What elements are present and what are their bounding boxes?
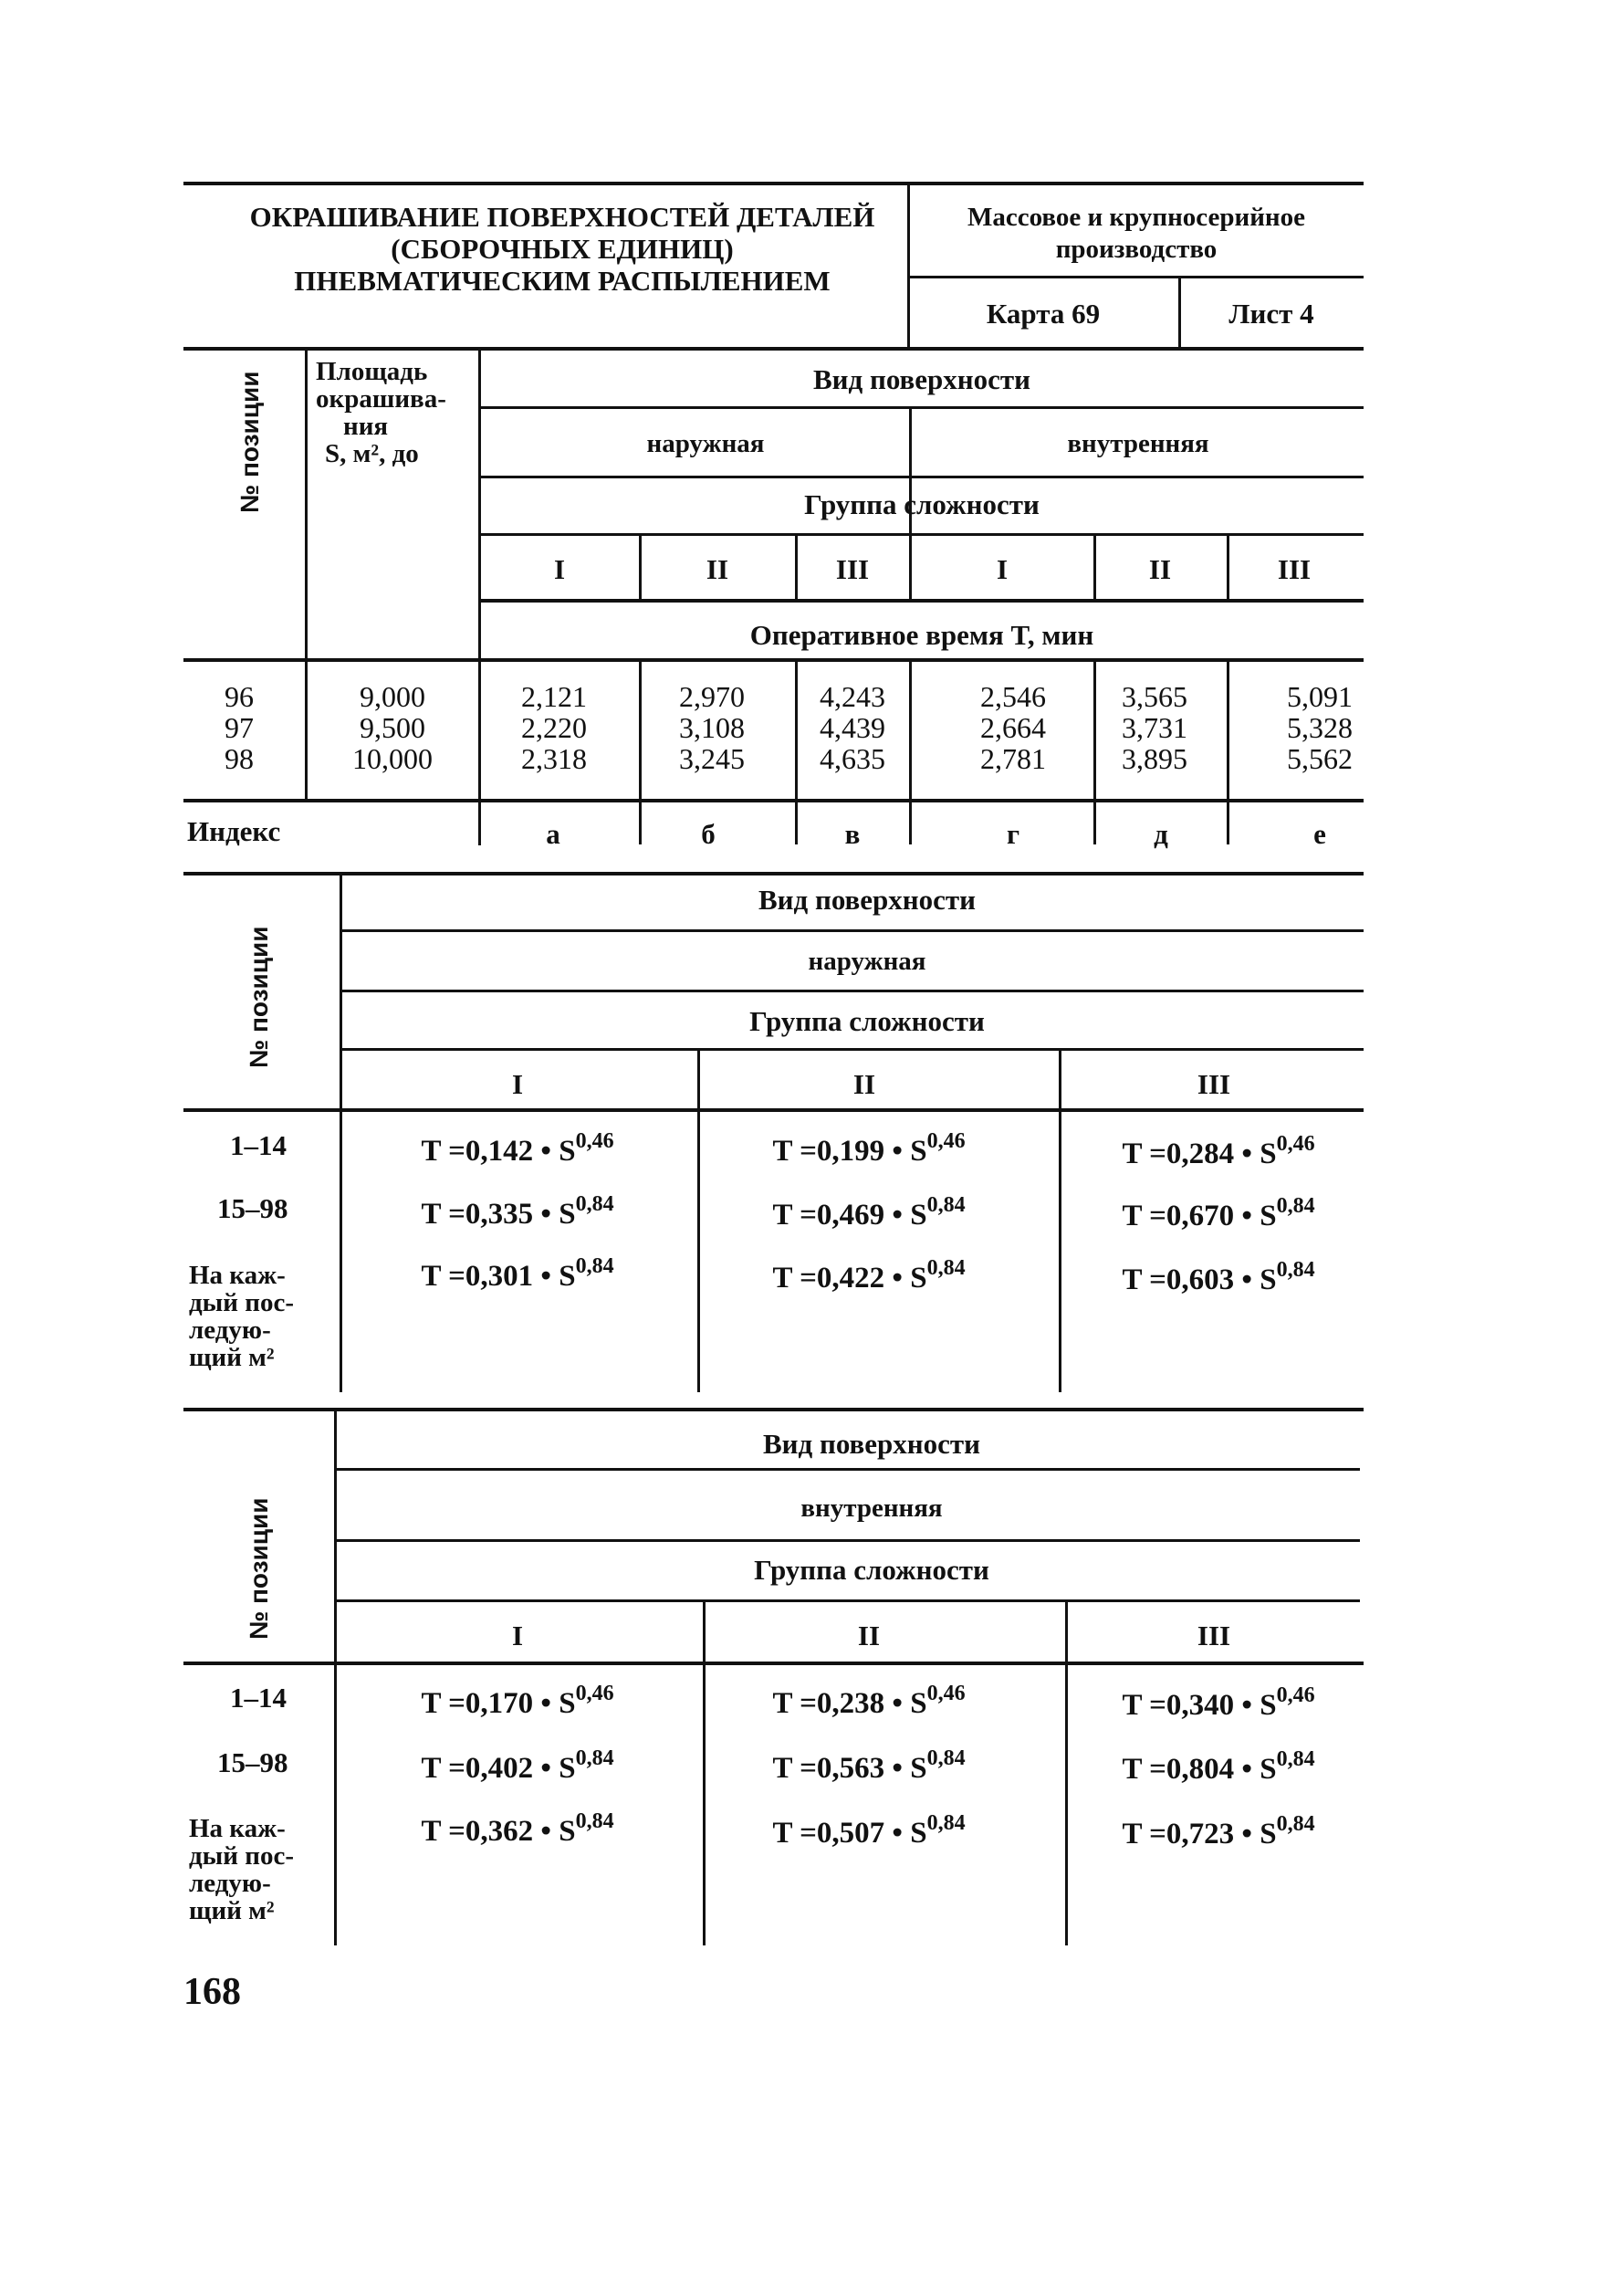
formula: T =0,340 • S$^{0,46}$ [1122, 1683, 1315, 1722]
index-letter: б [701, 818, 716, 850]
formula: T =0,284 • S$^{0,46}$ [1122, 1132, 1315, 1170]
rule [342, 990, 1364, 992]
index-letter: в [844, 818, 861, 850]
rule [1227, 662, 1229, 844]
rule [1065, 1601, 1068, 1945]
rule [183, 182, 1364, 185]
rule [183, 658, 1364, 662]
rule [795, 535, 798, 601]
index-label: Индекс [187, 815, 281, 847]
group-header: III [1197, 1620, 1231, 1651]
rule [340, 874, 342, 1392]
formula: T =0,142 • S$^{0,46}$ [421, 1129, 614, 1168]
complexity-group-header: Группа сложности [754, 1554, 989, 1586]
group-header: III [1277, 553, 1312, 585]
operative-time-header: Оперативное время T, мин [749, 619, 1094, 651]
rule [909, 662, 912, 844]
group-header: III [1197, 1068, 1231, 1100]
formula: T =0,335 • S$^{0,84}$ [421, 1192, 614, 1231]
time-values-column: 2,121 2,220 2,318 [521, 680, 587, 775]
rule [1178, 278, 1181, 349]
index-letter: е [1313, 818, 1326, 850]
group-header: I [996, 553, 1009, 585]
group-header: I [553, 553, 566, 585]
formula: T =0,469 • S$^{0,84}$ [772, 1193, 966, 1232]
rule [639, 535, 642, 601]
area-header [316, 358, 446, 467]
rule [480, 599, 1364, 603]
rule [1093, 662, 1096, 844]
area-header-line: ния [343, 412, 389, 441]
surface-inner-header: внутренняя [800, 1494, 943, 1523]
time-values-column: 4,243 4,439 4,635 [820, 680, 885, 775]
index-letter: д [1154, 818, 1168, 850]
index-letter: а [546, 818, 560, 850]
formula: T =0,238 • S$^{0,46}$ [772, 1682, 966, 1720]
group-header: II [1148, 553, 1172, 585]
time-values-column: 5,091 5,328 5,562 [1287, 680, 1353, 775]
doc-title-line-1: ОКРАШИВАНИЕ ПОВЕРХНОСТЕЙ ДЕТАЛЕЙ [249, 201, 875, 233]
group-header: III [835, 553, 870, 585]
page-number: 168 [183, 1971, 241, 2013]
rule [334, 1410, 337, 1945]
production-type-line-1: Массовое и крупносерийное [967, 203, 1306, 232]
formula: T =0,804 • S$^{0,84}$ [1122, 1747, 1315, 1786]
surface-type-header: Вид поверхности [758, 884, 977, 916]
rule [183, 1108, 1364, 1112]
group-header: I [511, 1068, 524, 1100]
index-letter: г [1006, 818, 1020, 850]
rule [305, 351, 308, 799]
rule [480, 406, 1364, 409]
rule [909, 535, 912, 601]
position-number-header: № позиции [235, 371, 264, 513]
group-header: II [706, 553, 729, 585]
formula: T =0,507 • S$^{0,84}$ [772, 1811, 966, 1850]
rule [795, 662, 798, 844]
area-values: 9,000 9,500 10,000 [352, 680, 433, 775]
formula: T =0,563 • S$^{0,84}$ [772, 1746, 966, 1785]
rule [183, 347, 1364, 351]
rule [183, 872, 1364, 875]
time-values-column: 2,546 2,664 2,781 [980, 680, 1046, 775]
rule [907, 182, 910, 349]
position-range: 1–14 [230, 1682, 287, 1714]
area-header-line: окрашива- [316, 384, 446, 414]
formula: T =0,422 • S$^{0,84}$ [772, 1256, 966, 1295]
sheet-number: Лист 4 [1228, 298, 1314, 330]
rule [639, 662, 642, 844]
surface-inner-header: внутренняя [1067, 429, 1209, 458]
position-number-header: № позиции [245, 926, 273, 1068]
time-values-column: 2,970 3,108 3,245 [679, 680, 745, 775]
rule [183, 1408, 1364, 1411]
group-header: I [511, 1620, 524, 1651]
area-header-line: S, м², до [325, 439, 419, 468]
rule [1093, 535, 1096, 601]
position-per-extra-m2: На каж- дый пос- ледую- щий м² [189, 1814, 295, 1925]
formula: T =0,670 • S$^{0,84}$ [1122, 1194, 1315, 1232]
formula: T =0,402 • S$^{0,84}$ [421, 1746, 614, 1785]
formula: T =0,603 • S$^{0,84}$ [1122, 1258, 1315, 1296]
rule [480, 476, 1364, 478]
area-header-line: Площадь [316, 357, 428, 386]
group-header: II [852, 1068, 876, 1100]
rule [1227, 535, 1229, 601]
position-numbers: 96 97 98 [225, 680, 254, 775]
rule [697, 1050, 700, 1392]
rule [1059, 1050, 1061, 1392]
surface-outer-header: наружная [808, 947, 926, 976]
formula: T =0,199 • S$^{0,46}$ [772, 1129, 966, 1168]
rule [478, 351, 481, 845]
surface-type-header: Вид поверхности [762, 1428, 981, 1460]
group-header: II [857, 1620, 881, 1651]
surface-outer-header: наружная [646, 429, 765, 458]
rule [183, 1662, 1364, 1665]
formula: T =0,170 • S$^{0,46}$ [421, 1682, 614, 1720]
rule [703, 1601, 706, 1945]
rule [336, 1468, 1360, 1471]
rule [342, 929, 1364, 932]
rule [910, 276, 1364, 278]
rule [336, 1539, 1360, 1542]
position-number-header: № позиции [245, 1497, 273, 1640]
rule [336, 1599, 1360, 1602]
card-number: Карта 69 [986, 298, 1101, 330]
time-values-column: 3,565 3,731 3,895 [1122, 680, 1187, 775]
rule [183, 799, 1364, 802]
rule [480, 533, 1364, 536]
complexity-group-header: Группа сложности [804, 488, 1040, 520]
position-range: 1–14 [230, 1129, 287, 1161]
doc-title-line-3: ПНЕВМАТИЧЕСКИМ РАСПЫЛЕНИЕМ [294, 265, 831, 297]
rule [342, 1048, 1364, 1051]
doc-title-line-2: (СБОРОЧНЫХ ЕДИНИЦ) [391, 233, 734, 265]
complexity-group-header: Группа сложности [749, 1005, 985, 1037]
position-per-extra-m2: На каж- дый пос- ледую- щий м² [189, 1261, 295, 1372]
formula: T =0,723 • S$^{0,84}$ [1122, 1812, 1315, 1850]
formula: T =0,301 • S$^{0,84}$ [421, 1254, 614, 1293]
position-range: 15–98 [217, 1746, 288, 1778]
production-type-line-2: производство [1055, 235, 1218, 264]
position-range: 15–98 [217, 1192, 288, 1224]
surface-type-header: Вид поверхности [812, 363, 1031, 395]
formula: T =0,362 • S$^{0,84}$ [421, 1809, 614, 1848]
